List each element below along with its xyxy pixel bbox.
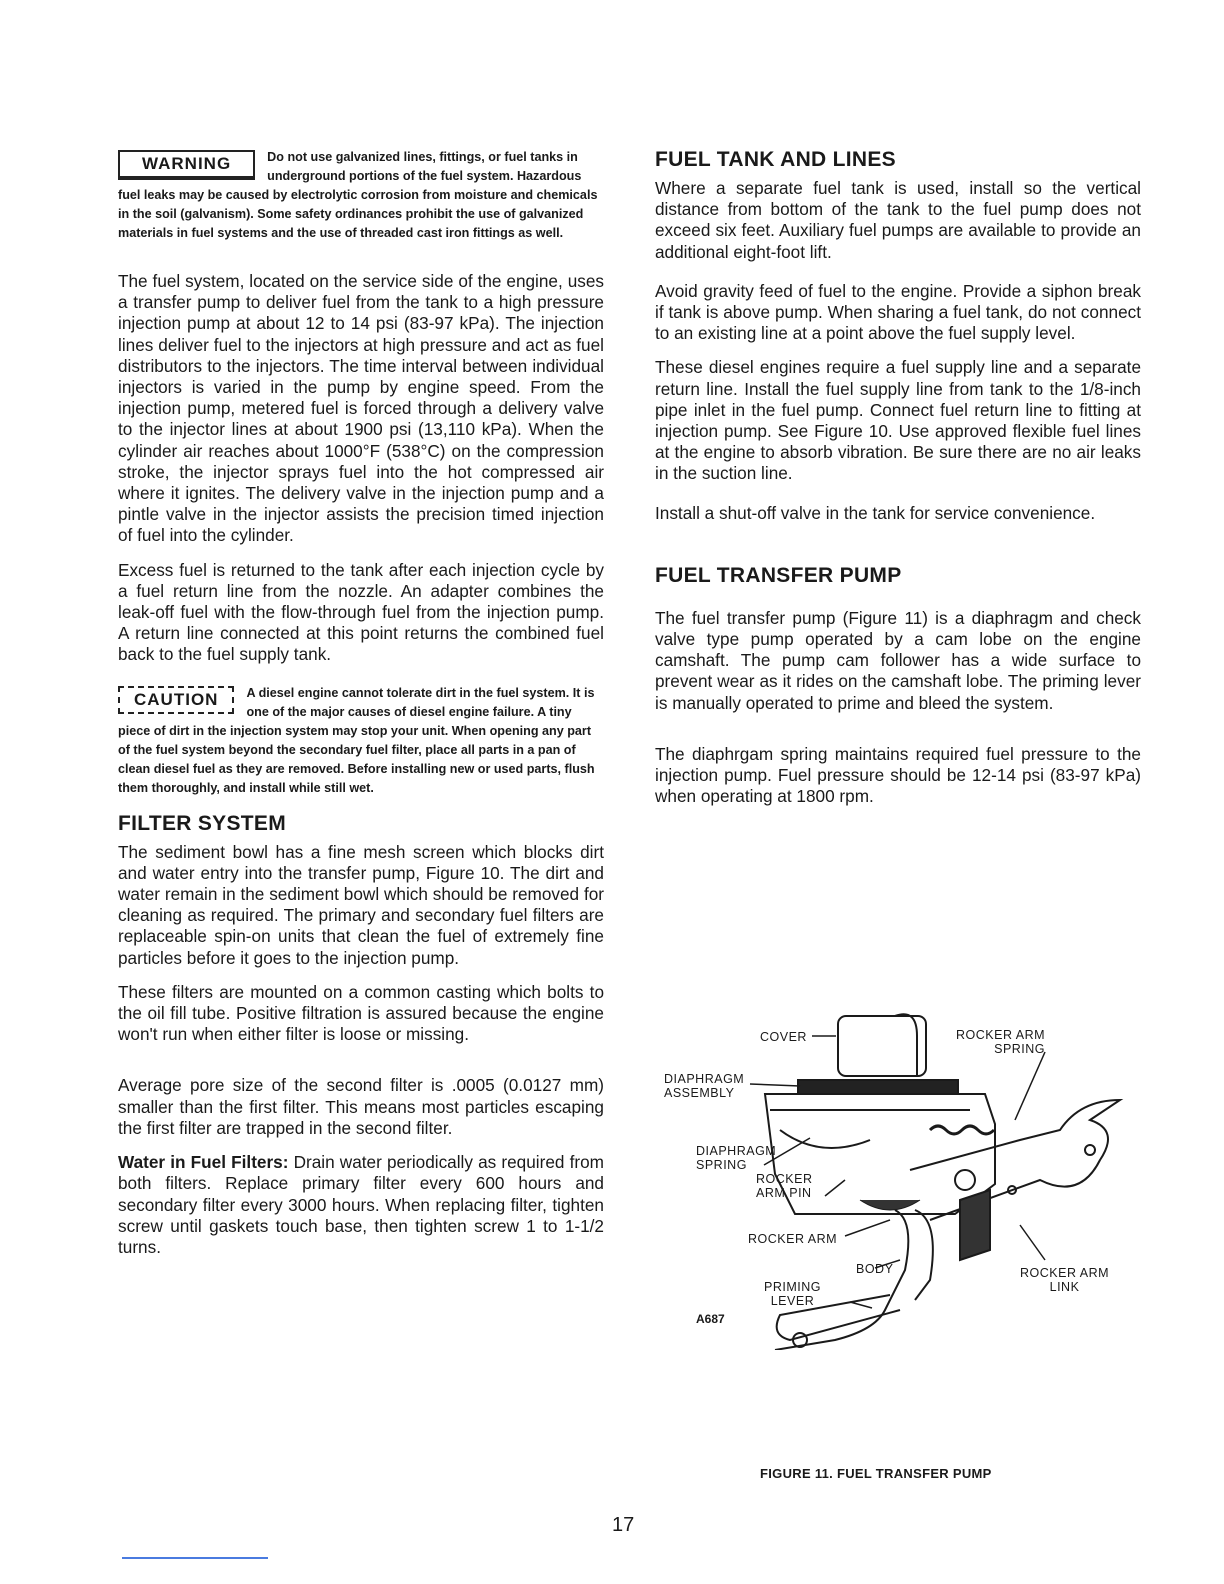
warning-text: Do not use galvanized lines, fittings, or fuel tanks in underground portions of the fuel system. Hazardous fuel leaks may be caused by electrolytic corrosion from moisture and chemicals in the soil (galvanism). Some safety ordinances prohibit the use of galvanized materials in fuel systems and the use of threaded cast iron fittings as well.	[118, 150, 598, 240]
label-priming-lever: PRIMING LEVER	[764, 1280, 821, 1308]
label-rocker-arm-link: ROCKER ARM LINK	[1020, 1266, 1110, 1294]
pump-drawing	[660, 1010, 1140, 1350]
water-in-fuel-lead: Water in Fuel Filters:	[118, 1152, 289, 1173]
filter-paragraph-1: The sediment bowl has a fine mesh screen which blocks dirt and water entry into the transfer pump, Figure 10. The dirt and water remain in the sediment bowl which should be removed for cleaning as required. The primary and secondary fuel filters are replaceable spin-on units that clean the fuel of extremely fine particles before it goes to the injection pump.	[118, 841, 604, 968]
figure-caption: FIGURE 11. FUEL TRANSFER PUMP	[760, 1466, 992, 1481]
filter-paragraph-3: Average pore size of the second filter is .0005 (0.0127 mm) smaller than the first filter. This means most particles escaping the first filter are trapped in the second filter.	[118, 1075, 604, 1138]
caution-notice	[118, 684, 604, 798]
pump-paragraph-1: The fuel transfer pump (Figure 11) is a diaphragm and check valve type pump operated by a cam lobe on the engine camshaft. The pump cam follower has a wide surface to prevent wear as it rides on the camshaft lobe. The priming lever is manually operated to prime and bleed the system.	[655, 607, 1141, 713]
water-in-fuel-text: Drain water periodically as required from both filters. Replace primary filter every 600 hours and secondary filter every 3000 hours. When replacing filter, tighten screw until gaskets touch base, then tighten screw 1 to 1-1/2 turns.	[118, 1152, 604, 1257]
tank-paragraph-3: These diesel engines require a fuel supply line and a separate return line. Install the fuel supply line from tank to the 1/8-inch pipe inlet in the fuel pump. Connect fuel return line to fitting at injection pump. See Figure 10. Use approved flexible fuel lines at the engine to absorb vibration. Be sure there are no air leaks in the suction line.	[655, 357, 1141, 484]
label-cover: COVER	[760, 1030, 807, 1044]
filter-system-heading: FILTER SYSTEM	[118, 811, 287, 835]
filter-paragraph-2: These filters are mounted on a common casting which bolts to the oil fill tube. Positive filtration is assured because the engine won't run when either filter is loose or missing.	[118, 981, 604, 1045]
label-rocker-arm-pin: ROCKER ARM PIN	[756, 1172, 813, 1200]
label-rocker-arm: ROCKER ARM	[748, 1232, 838, 1246]
pump-cover-shape	[838, 1016, 926, 1076]
fuel-transfer-pump-heading: FUEL TRANSFER PUMP	[655, 563, 902, 587]
right-column	[655, 148, 1141, 820]
caution-text: A diesel engine cannot tolerate dirt in the fuel system. It is one of the major causes of diesel engine failure. A tiny piece of dirt in the injection system may stop your unit. When opening any part of the fuel system beyond the secondary fuel filter, place all parts in a pan of clean diesel fuel as they are removed. Before installing new or used parts, flush them thoroughly, and install while still wet.	[118, 685, 595, 795]
figure-code: A687	[696, 1312, 725, 1326]
warning-notice	[118, 148, 604, 243]
fuel-system-paragraph-2: Excess fuel is returned to the tank after each injection cycle by a fuel return line from the nozzle. An adapter combines the leak-off fuel with the flow-through fuel from the injection pump. A return line connected at this point returns the combined fuel back to the fuel supply tank.	[118, 559, 604, 665]
caution-badge: CAUTION	[118, 686, 234, 714]
pump-paragraph-2: The diaphrgam spring maintains required fuel pressure to the injection pump. Fuel pressure should be 12-14 psi (83-97 kPa) when operating at 1800 rpm.	[655, 743, 1141, 807]
tank-paragraph-1: Where a separate fuel tank is used, install so the vertical distance from bottom of the tank to the fuel pump does not exceed six feet. Auxiliary fuel pumps are available to provide an additional eight-foot lift.	[655, 178, 1141, 262]
tank-paragraph-4: Install a shut-off valve in the tank for service convenience.	[655, 502, 1096, 523]
label-body: BODY	[856, 1262, 894, 1276]
label-diaphragm-spring: DIAPHRAGM SPRING	[696, 1144, 777, 1172]
tank-paragraph-2: Avoid gravity feed of fuel to the engine. Provide a siphon break if tank is above pump. When sharing a fuel tank, do not connect to an existing line at a point above the fuel supply level.	[655, 280, 1141, 344]
label-diaphragm-assembly: DIAPHRAGM ASSEMBLY	[664, 1072, 745, 1100]
fuel-tank-heading: FUEL TANK AND LINES	[655, 148, 896, 171]
fuel-transfer-pump-figure	[660, 1010, 1140, 1350]
footer-rule	[122, 1557, 268, 1559]
fuel-system-paragraph-1: The fuel system, located on the service side of the engine, uses a transfer pump to deliver fuel from the tank to a high pressure injection pump at about 12 to 14 psi (83-97 kPa). The injection lines deliver fuel to the injectors at high pressure and act as fuel distributors to the injectors. The time interval between individual injectors is varied in the pump by engine speed. From the injection pump, metered fuel is forced through a delivery valve to the injector lines at about 1900 psi (13,110 kPa). When the cylinder air reaches about 1000°F (538°C) on the compression stroke, the injector sprays fuel into the hot compressed air where it ignites. The delivery valve in the injection pump and a pintle valve in the injector assists the precision timed injection of fuel into the cylinder.	[118, 271, 604, 546]
page-number: 17	[612, 1514, 635, 1536]
water-in-fuel-paragraph	[118, 1152, 604, 1258]
warning-badge: WARNING	[118, 150, 255, 180]
left-column	[118, 148, 604, 1271]
label-rocker-arm-spring: ROCKER ARM SPRING	[956, 1028, 1046, 1056]
